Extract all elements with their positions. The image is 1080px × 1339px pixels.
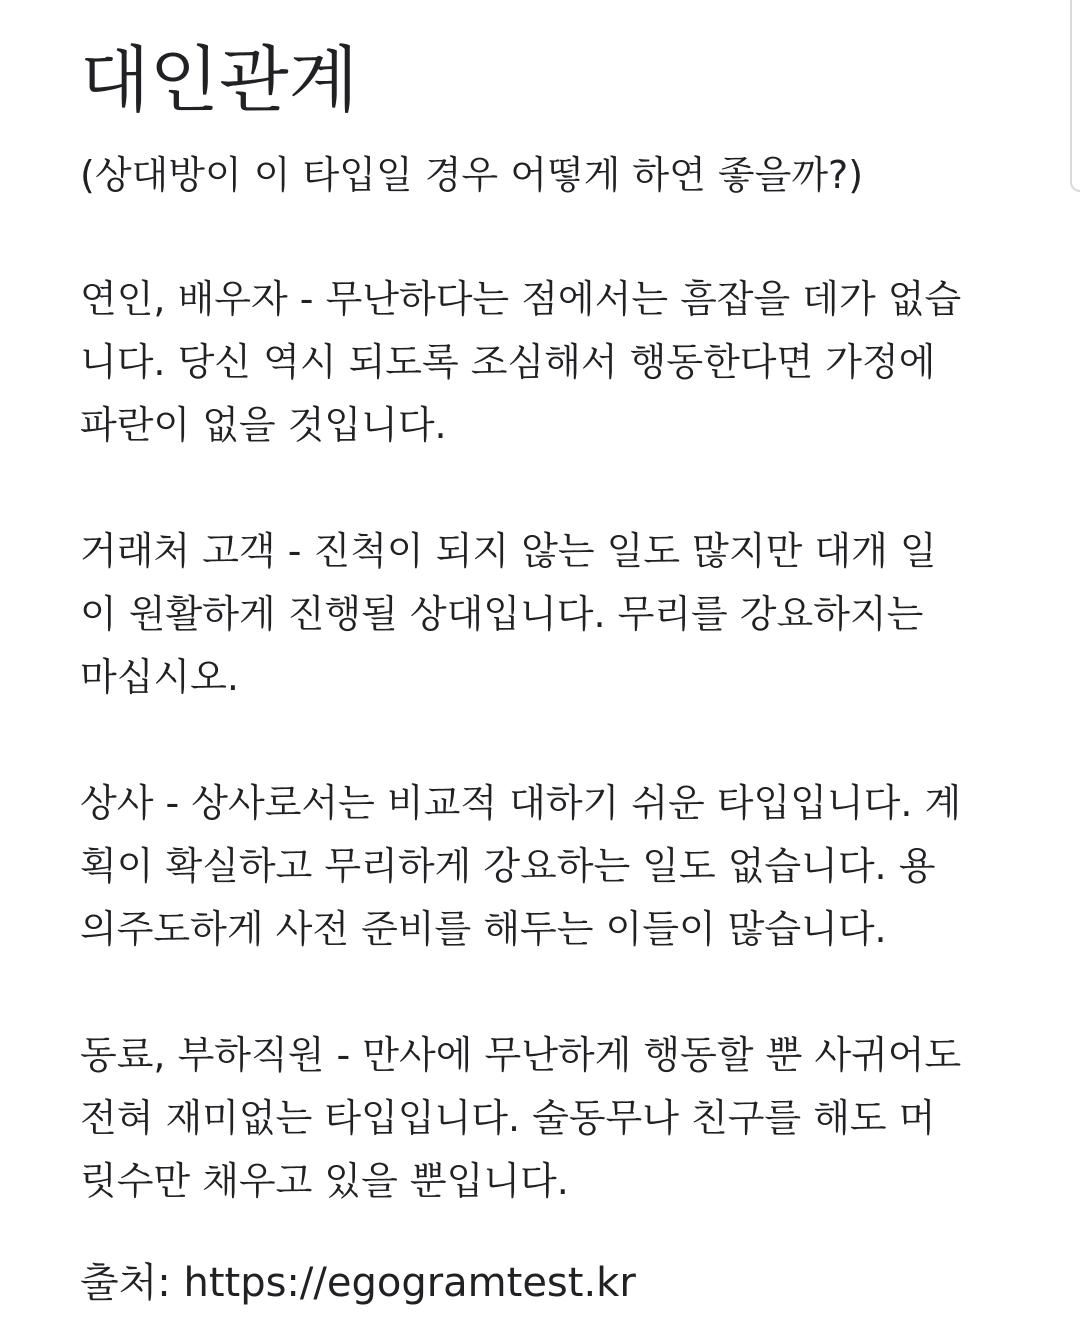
paragraph-partner bbox=[80, 268, 1020, 457]
paragraph-line: 파란이 없을 것입니다. bbox=[80, 403, 447, 447]
paragraph-line: 이 원활하게 진행될 상대입니다. 무리를 강요하지는 bbox=[80, 592, 924, 636]
page-title: 대인관계 bbox=[80, 38, 359, 122]
paragraph-boss bbox=[80, 772, 1020, 961]
page-subtitle: (상대방이 이 타입일 경우 어떻게 하연 좋을까?) bbox=[80, 153, 864, 197]
paragraph-line: 거래처 고객 - 진척이 되지 않는 일도 많지만 대개 일 bbox=[80, 529, 937, 573]
paragraph-line: 릿수만 채우고 있을 뿐입니다. bbox=[80, 1159, 569, 1203]
paragraph-client bbox=[80, 520, 1020, 709]
paragraph-line: 연인, 배우자 - 무난하다는 점에서는 흠잡을 데가 없습 bbox=[80, 277, 962, 321]
paragraph-line: 의주도하게 사전 준비를 해두는 이들이 많습니다. bbox=[80, 907, 887, 951]
source-link[interactable]: 출처: https://egogramtest.kr bbox=[80, 1260, 636, 1306]
paragraph-line: 상사 - 상사로서는 비교적 대하기 쉬운 타입입니다. 계 bbox=[80, 781, 962, 825]
paragraph-line: 동료, 부하직원 - 만사에 무난하게 행동할 뿐 사귀어도 bbox=[80, 1033, 962, 1077]
paragraph-line: 니다. 당신 역시 되도록 조심해서 행동한다면 가정에 bbox=[80, 340, 936, 384]
scrollbar-thumb[interactable] bbox=[1070, 0, 1080, 192]
paragraph-line: 획이 확실하고 무리하게 강요하는 일도 없습니다. 용 bbox=[80, 844, 936, 888]
paragraph-line: 마십시오. bbox=[80, 655, 239, 699]
scrollbar[interactable] bbox=[1070, 0, 1080, 192]
paragraph-line: 전혀 재미없는 타입입니다. 술동무나 친구를 해도 머 bbox=[80, 1096, 936, 1140]
paragraph-colleague bbox=[80, 1024, 1020, 1213]
